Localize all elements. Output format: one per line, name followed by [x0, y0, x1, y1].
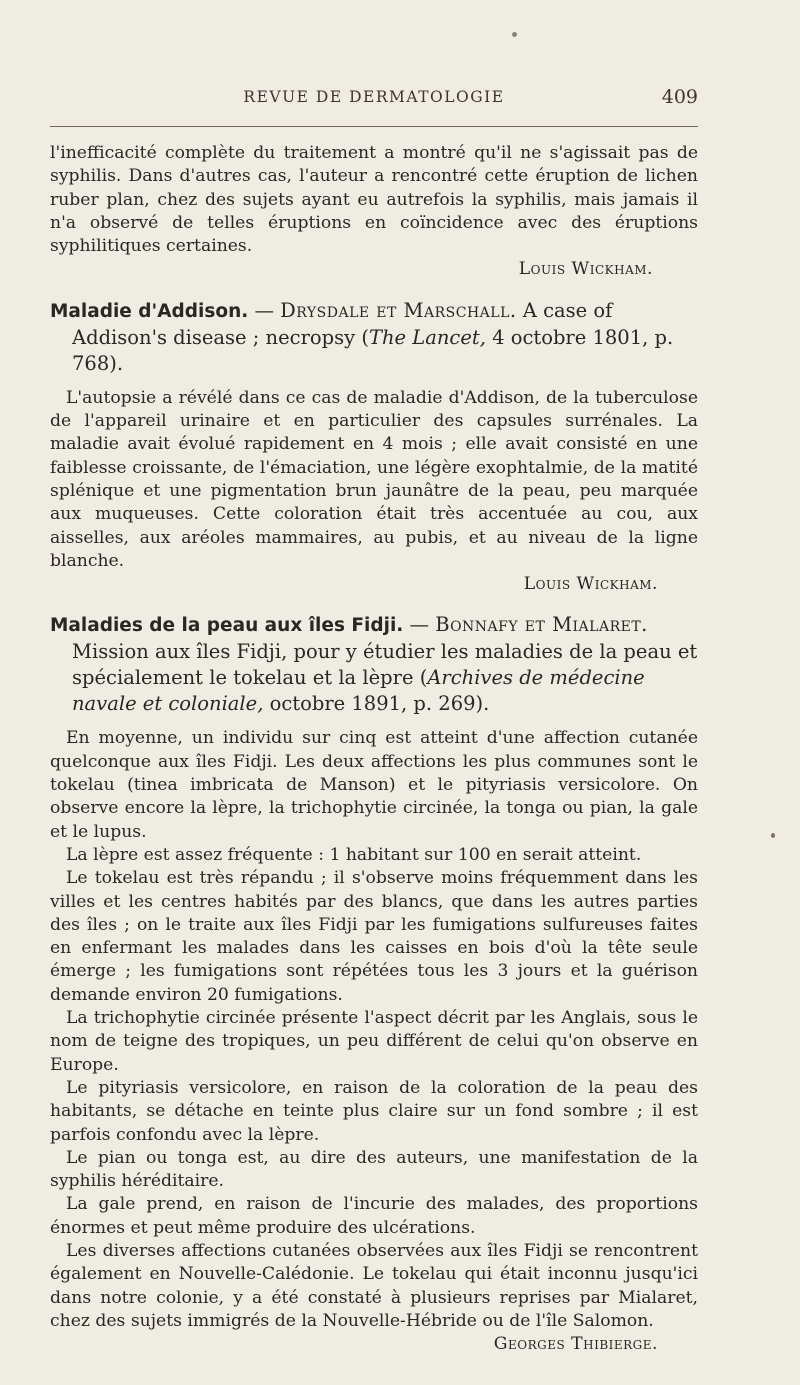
- article-body: L'autopsie a révélé dans ce cas de maladie d'Addison, de la tuberculose de l'appareil urinaire et en particulier des capsules surrénales. La maladie avait évolué rapidement en 4 mois ; elle avait consisté en une faiblesse croissante, de l'émaciation, une légère exophtalmie, de la matité splénique et une pigmentation brun jaunâtre de la peau, peu marquée aux muqueuses. Cette coloration était très accentuée au cou, aux aisselles, aux aréoles mammaires, au pubis, et au niveau de la ligne blanche.: [50, 387, 698, 571]
- signature: Louis Wickham.: [518, 259, 653, 280]
- article-paragraph: La lèpre est assez fréquente : 1 habitant sur 100 en serait atteint.: [66, 844, 642, 865]
- print-speck: [512, 32, 517, 37]
- page-content: [50, 142, 698, 1356]
- page-header: [50, 88, 698, 112]
- article-paragraph: Le pityriasis versicolore, en raison de la coloration de la peau des habitants, se détache en teinte plus claire sur un fond sombre ; il est parfois confondu avec la lèpre.: [50, 1077, 698, 1145]
- journal-name: The Lancet,: [368, 325, 486, 349]
- journal-name: Archives de médecine navale et coloniale,: [72, 666, 645, 716]
- signature: Georges Thibierge.: [493, 1334, 658, 1355]
- article-heading: Maladie d'Addison. — Drysdale et Marschall. A case of Addison's disease ; necropsy (The Lancet, 4 octobre 1801, p. 768).: [50, 298, 674, 375]
- article-citation: Mission aux îles Fidji, pour y étudier les maladies de la peau et spécialement le tokelau et la lèpre (: [72, 640, 698, 690]
- print-speck: [771, 833, 775, 838]
- article-authors: Drysdale et Marschall.: [280, 298, 517, 322]
- article-heading: Maladies de la peau aux îles Fidji. — Bonnafy et Mialaret. Mission aux îles Fidji, pour y étudier les maladies de la peau et spécialement le tokelau et la lèpre (Archives de médecine navale et coloniale, octobre 1891, p. 269).: [50, 613, 698, 716]
- header-rule: [50, 126, 698, 127]
- signature: Louis Wickham.: [523, 574, 658, 595]
- article-title: Maladies de la peau aux îles Fidji.: [50, 615, 404, 637]
- article-paragraph: La gale prend, en raison de l'incurie des malades, des proportions énormes et peut même produire des ulcérations.: [50, 1194, 698, 1238]
- article-citation: A case of Addison's disease ; necropsy (: [72, 298, 613, 349]
- article-paragraph: La trichophytie circinée présente l'aspect décrit par les Anglais, sous le nom de teigne des tropiques, un peu différent de celui qu'on observe en Europe.: [50, 1008, 698, 1075]
- article-paragraph: En moyenne, un individu sur cinq est atteint d'une affection cutanée quelconque aux îles Fidji. Les deux affections les plus communes sont le tokelau (tinea imbricata de Manson) et le pityriasis versicolore. On observe encore la lèpre, la trichophytie circinée, la tonga ou pian, la gale et le lupus.: [50, 728, 698, 842]
- article-citation-end: octobre 1891, p. 269).: [263, 692, 490, 716]
- continued-paragraph: l'inefficacité complète du traitement a montré qu'il ne s'agissait pas de syphilis. Dans d'autres cas, l'auteur a rencontré cette éruption de lichen ruber plan, chez des sujets ayant eu autrefois la syphilis, mais jamais il n'a observé de telles éruptions en coïncidence avec des éruptions syphilitiques certaines.: [50, 143, 698, 257]
- article-citation-end: 4 octobre 1801, p. 768).: [72, 325, 674, 375]
- article-paragraph: Les diverses affections cutanées observées aux îles Fidji se rencontrent également en Nouvelle-Calédonie. Le tokelau qui était inconnu jusqu'ici dans notre colonie, y a été constaté à plusieurs reprises par Mialaret, chez des sujets immigrés de la Nouvelle-Hébride ou de l'île Salomon.: [50, 1240, 698, 1331]
- page-number: 409: [661, 86, 698, 108]
- article-title: Maladie d'Addison.: [50, 300, 249, 322]
- running-head: REVUE DE DERMATOLOGIE: [243, 88, 505, 106]
- article-paragraph: Le pian ou tonga est, au dire des auteurs, une manifestation de la syphilis héréditaire.: [50, 1147, 698, 1192]
- article-authors: Bonnafy et Mialaret.: [435, 613, 648, 637]
- article-paragraph: Le tokelau est très répandu ; il s'observe moins fréquemment dans les villes et les centres habités par des blancs, que dans les autres parties des îles ; on le traite aux îles Fidji par les fumigations sulfureuses faites en enfermant les malades dans les caisses en bois d'où la tête seule émerge ; les fumigations sont répétées tous les 3 jours et la guérison demande environ 20 fumigations.: [50, 868, 698, 1005]
